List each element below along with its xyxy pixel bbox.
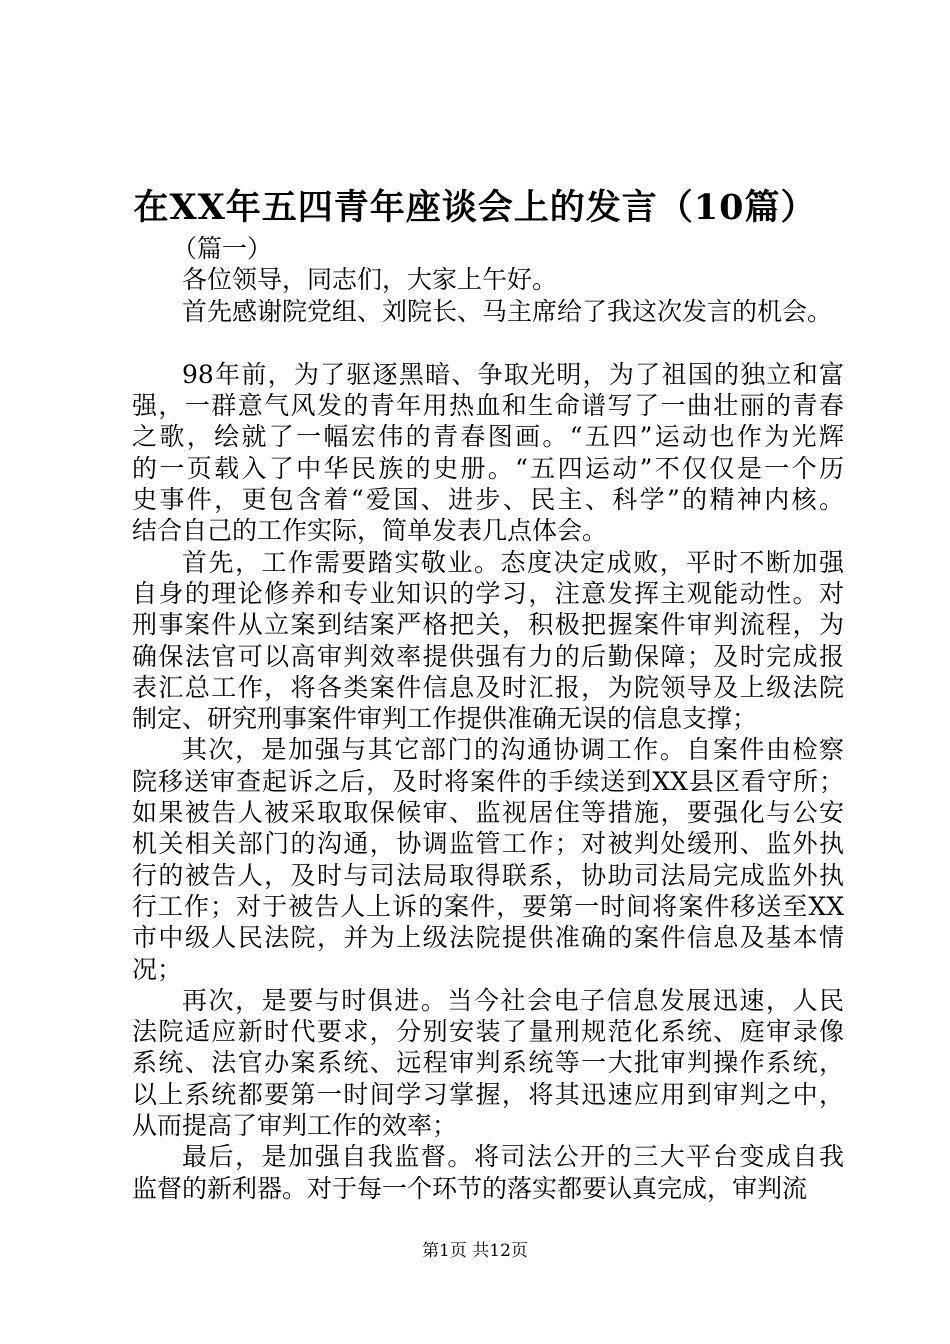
text-line: 以上系统都要第一时间学习掌握，将其迅速应用到审判之中，: [132, 1079, 844, 1109]
paragraphs: [132, 359, 844, 1204]
text-line: 行的被告人，及时与司法局取得联系，协助司法局完成监外执: [132, 860, 844, 890]
text-line: 首先，工作需要踏实敬业。态度决定成败，平时不断加强: [182, 547, 844, 577]
page-footer: 第1页 共12页: [422, 1241, 528, 1261]
text-line: 自身的理论修养和专业知识的学习，注意发挥主观能动性。对: [132, 578, 844, 608]
text-line: 结合自己的工作实际，简单发表几点体会。: [132, 516, 608, 546]
text-line: 行工作；对于被告人上诉的案件，要第一时间将案件移送至XX: [132, 891, 844, 921]
paragraph: [132, 985, 844, 1141]
text-line: 的一页载入了中华民族的史册。“五四运动”不仅仅是一个历: [132, 453, 844, 483]
text-line: 法院适应新时代要求，分别安装了量刑规范化系统、庭审录像: [132, 1017, 844, 1047]
document-title: 在XX年五四青年座谈会上的发言（10篇）: [133, 187, 817, 228]
text-line: 表汇总工作，将各类案件信息及时汇报，为院领导及上级法院: [132, 672, 844, 702]
paragraph: [132, 1141, 844, 1204]
blank-line: [132, 327, 844, 359]
text-line: 系统、法官办案系统、远程审判系统等一大批审判操作系统，: [132, 1048, 844, 1078]
text-line: 其次，是加强与其它部门的沟通协调工作。自案件由检察: [182, 735, 844, 765]
document-body: [132, 233, 844, 1204]
text-line: 院移送审查起诉之后，及时将案件的手续送到XX县区看守所；: [132, 766, 844, 796]
thanks-line: 首先感谢院党组、刘院长、马主席给了我这次发言的机会。: [182, 296, 833, 326]
text-line: 刑事案件从立案到结案严格把关，积极把握案件审判流程，为: [132, 610, 844, 640]
text-line: 制定、研究刑事案件审判工作提供准确无误的信息支撑；: [132, 704, 758, 734]
paragraph: [132, 734, 844, 984]
text-line: 之歌，绘就了一幅宏伟的青春图画。“五四”运动也作为光辉: [132, 422, 844, 452]
text-line: 98年前，为了驱逐黑暗、争取光明，为了祖国的独立和富: [182, 359, 844, 389]
text-line: 监督的新利器。对于每一个环节的落实都要认真完成，审判流: [132, 1173, 808, 1203]
paragraph: [132, 547, 844, 735]
text-line: 市中级人民法院，并为上级法院提供准确的案件信息及基本情: [132, 923, 844, 953]
text-line: 从而提高了审判工作的效率；: [132, 1111, 458, 1141]
text-line: 最后，是加强自我监督。将司法公开的三大平台变成自我: [182, 1142, 844, 1172]
greeting-line: 各位领导，同志们，大家上午好。: [182, 265, 558, 295]
text-line: 史事件，更包含着“爱国、进步、民主、科学”的精神内核。: [132, 485, 844, 515]
text-line: 况；: [132, 954, 183, 984]
text-line: 如果被告人被采取取保候审、监视居住等措施，要强化与公安: [132, 798, 844, 828]
text-line: 强，一群意气风发的青年用热血和生命谱写了一曲壮丽的青春: [132, 391, 844, 421]
text-line: 再次，是要与时俱进。当今社会电子信息发展迅速，人民: [182, 985, 844, 1015]
text-line: 机关相关部门的沟通，协调监管工作；对被判处缓刑、监外执: [132, 829, 844, 859]
text-line: 确保法官可以高审判效率提供强有力的后勤保障；及时完成报: [132, 641, 844, 671]
paragraph: [132, 359, 844, 547]
section-label: （篇一）: [172, 234, 273, 263]
